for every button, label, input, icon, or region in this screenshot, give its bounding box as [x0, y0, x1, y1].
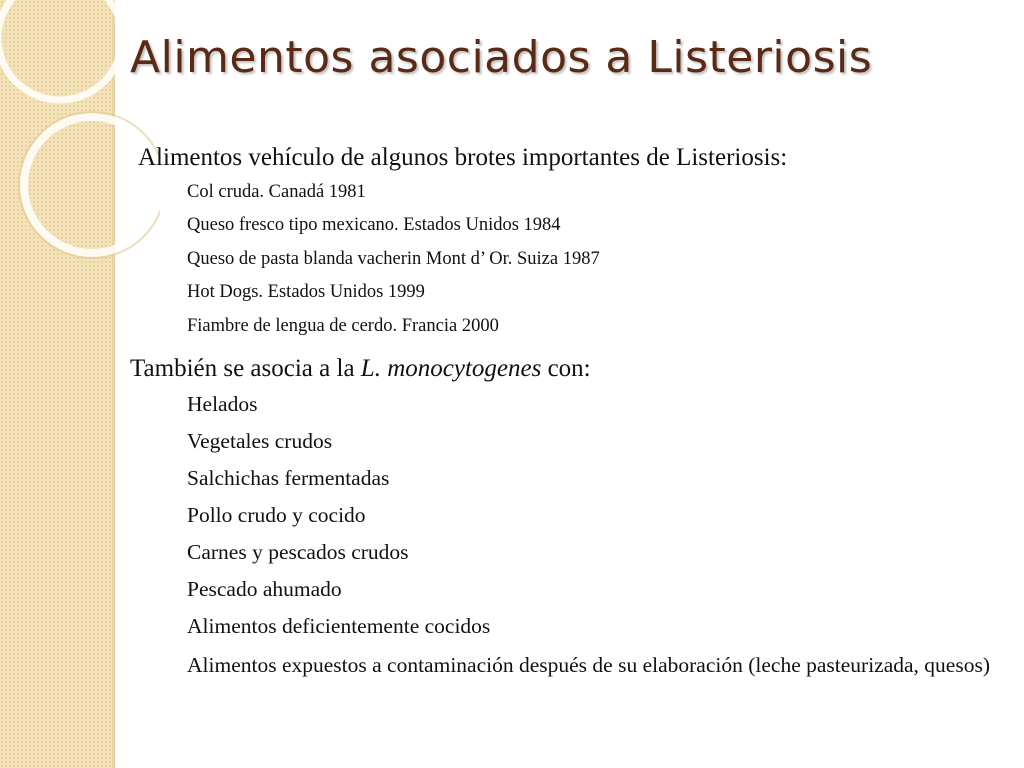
list-item: Salchichas fermentadas	[187, 465, 390, 490]
section-heading-associated-foods	[130, 353, 1000, 386]
list-item: Alimentos deficientemente cocidos	[187, 613, 491, 638]
list-item: Alimentos expuestos a contaminación después de su elaboración (leche pasteurizada, quesos)	[187, 652, 990, 677]
side-strip-edge	[112, 0, 115, 768]
outbreak-list	[130, 181, 1000, 349]
list-item: Helados	[187, 391, 258, 416]
list-item: Carnes y pescados crudos	[187, 539, 409, 564]
heading-prefix: También se asocia a la	[130, 355, 361, 382]
list-item: Col cruda. Canadá 1981	[187, 181, 366, 202]
list-item: Vegetales crudos	[187, 428, 333, 453]
list-item: Pollo crudo y cocido	[187, 502, 366, 527]
list-item: Queso fresco tipo mexicano. Estados Unidos 1984	[187, 215, 561, 235]
heading-suffix: con:	[541, 355, 591, 382]
decorative-side-strip	[0, 0, 112, 768]
organism-name: L. monocytogenes	[360, 355, 542, 382]
slide-title: Alimentos asociados a Listeriosis	[130, 32, 873, 83]
section-heading-outbreaks: Alimentos vehículo de algunos brotes importantes de Listeriosis:	[138, 144, 788, 171]
associated-foods-list	[130, 392, 1000, 680]
slide-content	[130, 142, 1000, 680]
list-item: Hot Dogs. Estados Unidos 1999	[187, 282, 425, 302]
list-item: Fiambre de lengua de cerdo. Francia 2000	[187, 315, 499, 336]
list-item: Queso de pasta blanda vacherin Mont d’ Or. Suiza 1987	[187, 248, 600, 269]
list-item: Pescado ahumado	[187, 576, 342, 601]
